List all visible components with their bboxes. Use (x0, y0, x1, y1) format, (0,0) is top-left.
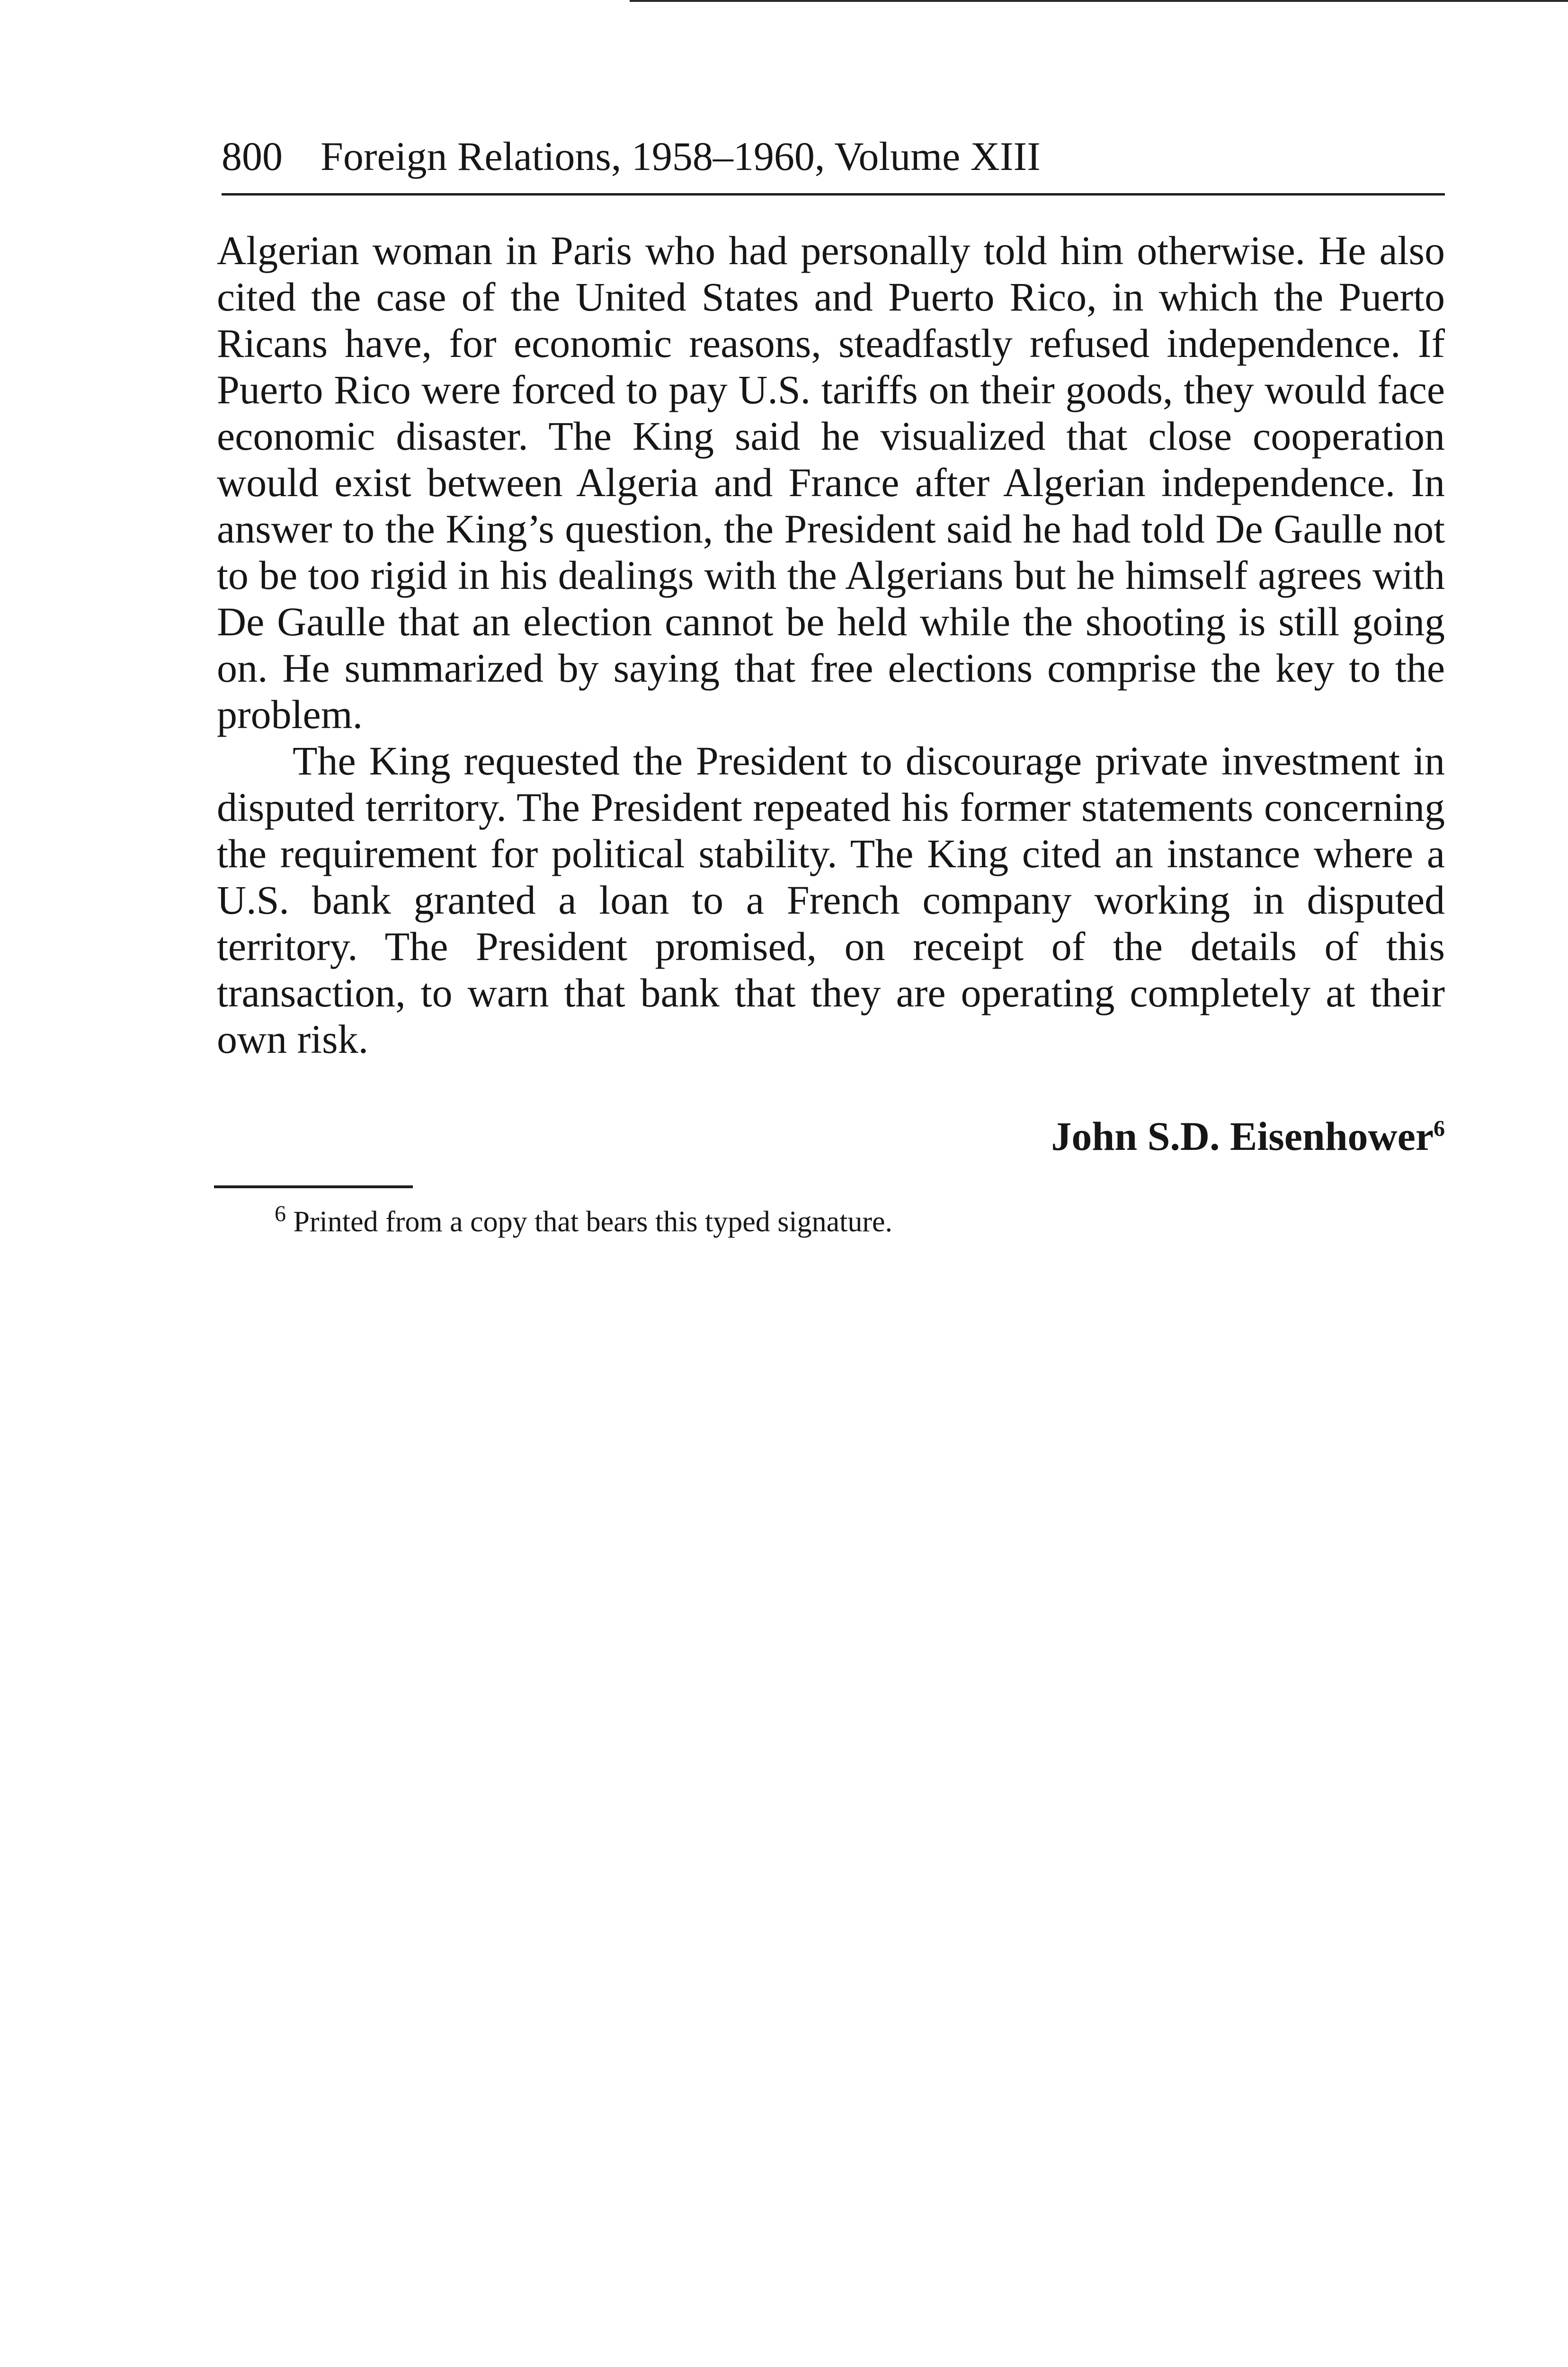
running-head (222, 128, 1445, 196)
footnote-rule (214, 1185, 413, 1188)
volume-title: Foreign Relations, 1958–1960, Volume XIII (321, 133, 1041, 179)
scan-edge-line (630, 0, 1568, 2)
signature (900, 1108, 1445, 1165)
body-text (217, 227, 1445, 1062)
signature-name: John S.D. Eisenhower (1051, 1113, 1434, 1159)
signature-footnote-ref: 6 (1434, 1116, 1445, 1141)
paragraph-continued: Algerian woman in Paris who had personally told him otherwise. He also cited the case of the United States and Puerto Rico, in which the Puerto Ricans have, for economic reasons, steadfastly refused independence. If Puerto Rico were forced to pay U.S. tariffs on their goods, they would face economic disaster. The King said he visualized that close cooperation would exist between Algeria and France after Algerian independence. In answer to the King’s question, the President said he had told De Gaulle not to be too rigid in his dealings with the Algerians but he himself agrees with De Gaulle that an election cannot be held while the shooting is still going on. He summarized by saying that free elections comprise the key to the problem. (217, 228, 1445, 737)
footnote (275, 1201, 1411, 1242)
page-number: 800 (222, 133, 283, 179)
footnote-marker: 6 (275, 1201, 286, 1227)
footnote-text: Printed from a copy that bears this typed signature. (293, 1206, 893, 1238)
paragraph-investment: The King requested the President to discourage private investment in disputed territory. The President repeated his former statements concerning the requirement for political stability. The King cited an instance where a U.S. bank granted a loan to a French company working in disputed territory. The President promised, on receipt of the details of this transaction, to warn that bank that they are operating completely at their own risk. (217, 738, 1445, 1062)
